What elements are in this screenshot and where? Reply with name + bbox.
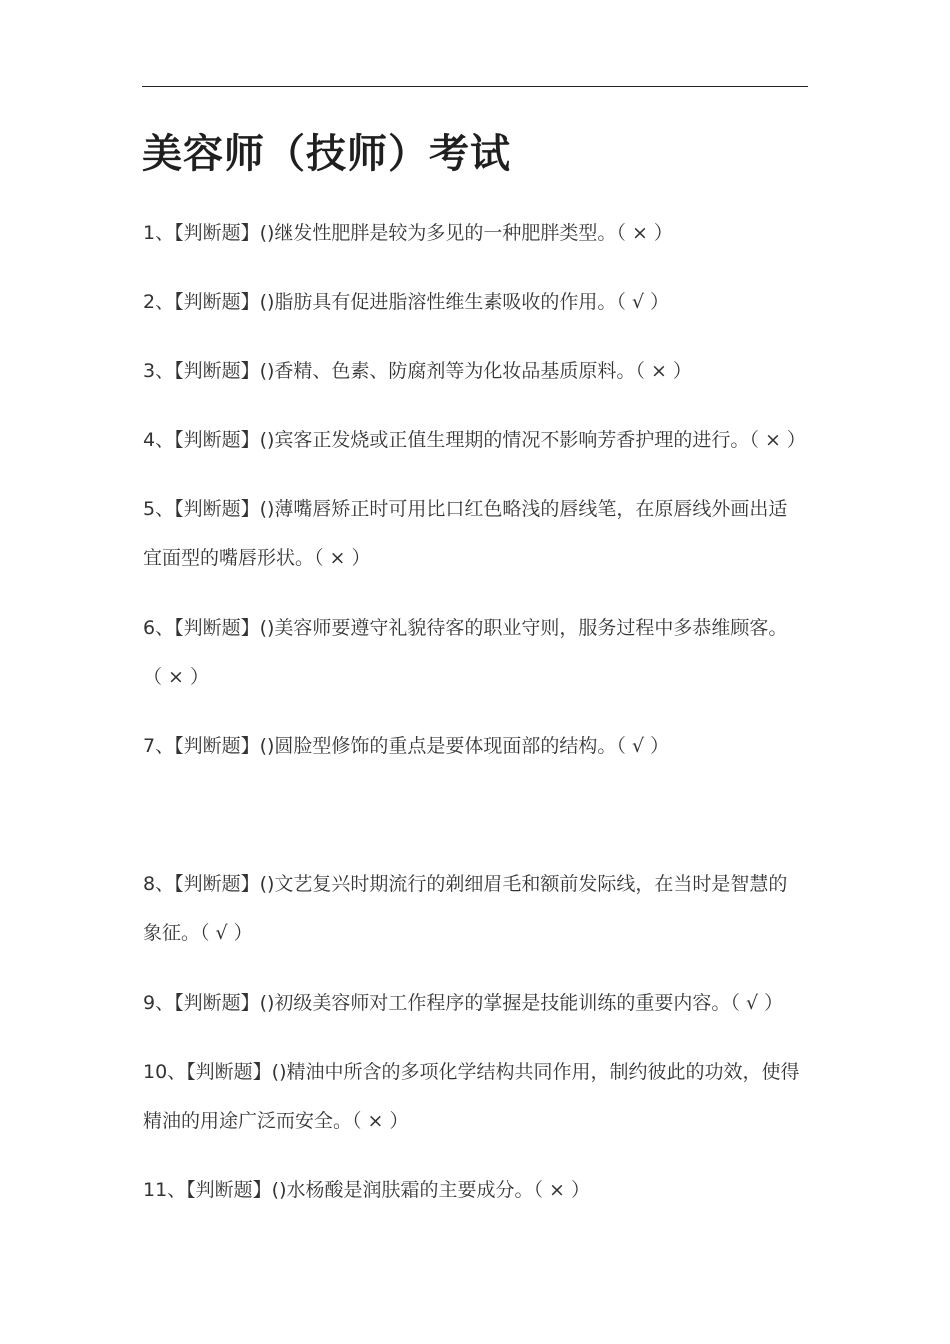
question-text-continued: 精油的用途广泛而安全。（ × ） (143, 1110, 409, 1132)
question-item (143, 278, 811, 327)
question-item (143, 722, 811, 771)
question-item (143, 485, 811, 583)
question-text-continued: 象征。（ √ ） (143, 922, 253, 944)
question-item (143, 1166, 811, 1215)
question-item (143, 1048, 811, 1146)
question-text-continued: 宜面型的嘴唇形状。（ × ） (143, 547, 371, 569)
question-text: 1、【判断题】()继发性肥胖是较为多见的一种肥胖类型。（ × ） (143, 222, 673, 244)
question-item (143, 347, 811, 396)
question-item (143, 860, 811, 958)
question-text: 2、【判断题】()脂肪具有促进脂溶性维生素吸收的作用。（ √ ） (143, 291, 670, 313)
question-text: 3、【判断题】()香精、色素、防腐剂等为化妆品基质原料。（ × ） (143, 360, 692, 382)
question-item (143, 604, 811, 702)
question-text: 6、【判断题】()美容师要遵守礼貌待客的职业守则，服务过程中多恭维顾客。 (143, 617, 788, 639)
question-text: 5、【判断题】()薄嘴唇矫正时可用比口红色略浅的唇线笔，在原唇线外画出适 (143, 498, 788, 520)
top-divider (142, 86, 808, 87)
question-text: 4、【判断题】()宾客正发烧或正值生理期的情况不影响芳香护理的进行。（ × ） (143, 429, 806, 451)
question-text: 7、【判断题】()圆脸型修饰的重点是要体现面部的结构。（ √ ） (143, 735, 670, 757)
question-text: 8、【判断题】()文艺复兴时期流行的剃细眉毛和额前发际线，在当时是智慧的 (143, 873, 788, 895)
question-text: 11、【判断题】()水杨酸是润肤霜的主要成分。（ × ） (143, 1179, 591, 1201)
question-text-continued: （ × ） (143, 666, 209, 688)
question-item (143, 209, 811, 258)
question-text: 9、【判断题】()初级美容师对工作程序的掌握是技能训练的重要内容。（ √ ） (143, 992, 784, 1014)
question-item (143, 979, 811, 1028)
document-title: 美容师（技师）考试 (142, 131, 511, 177)
question-item (143, 416, 811, 465)
question-text: 10、【判断题】()精油中所含的多项化学结构共同作用，制约彼此的功效，使得 (143, 1061, 800, 1083)
